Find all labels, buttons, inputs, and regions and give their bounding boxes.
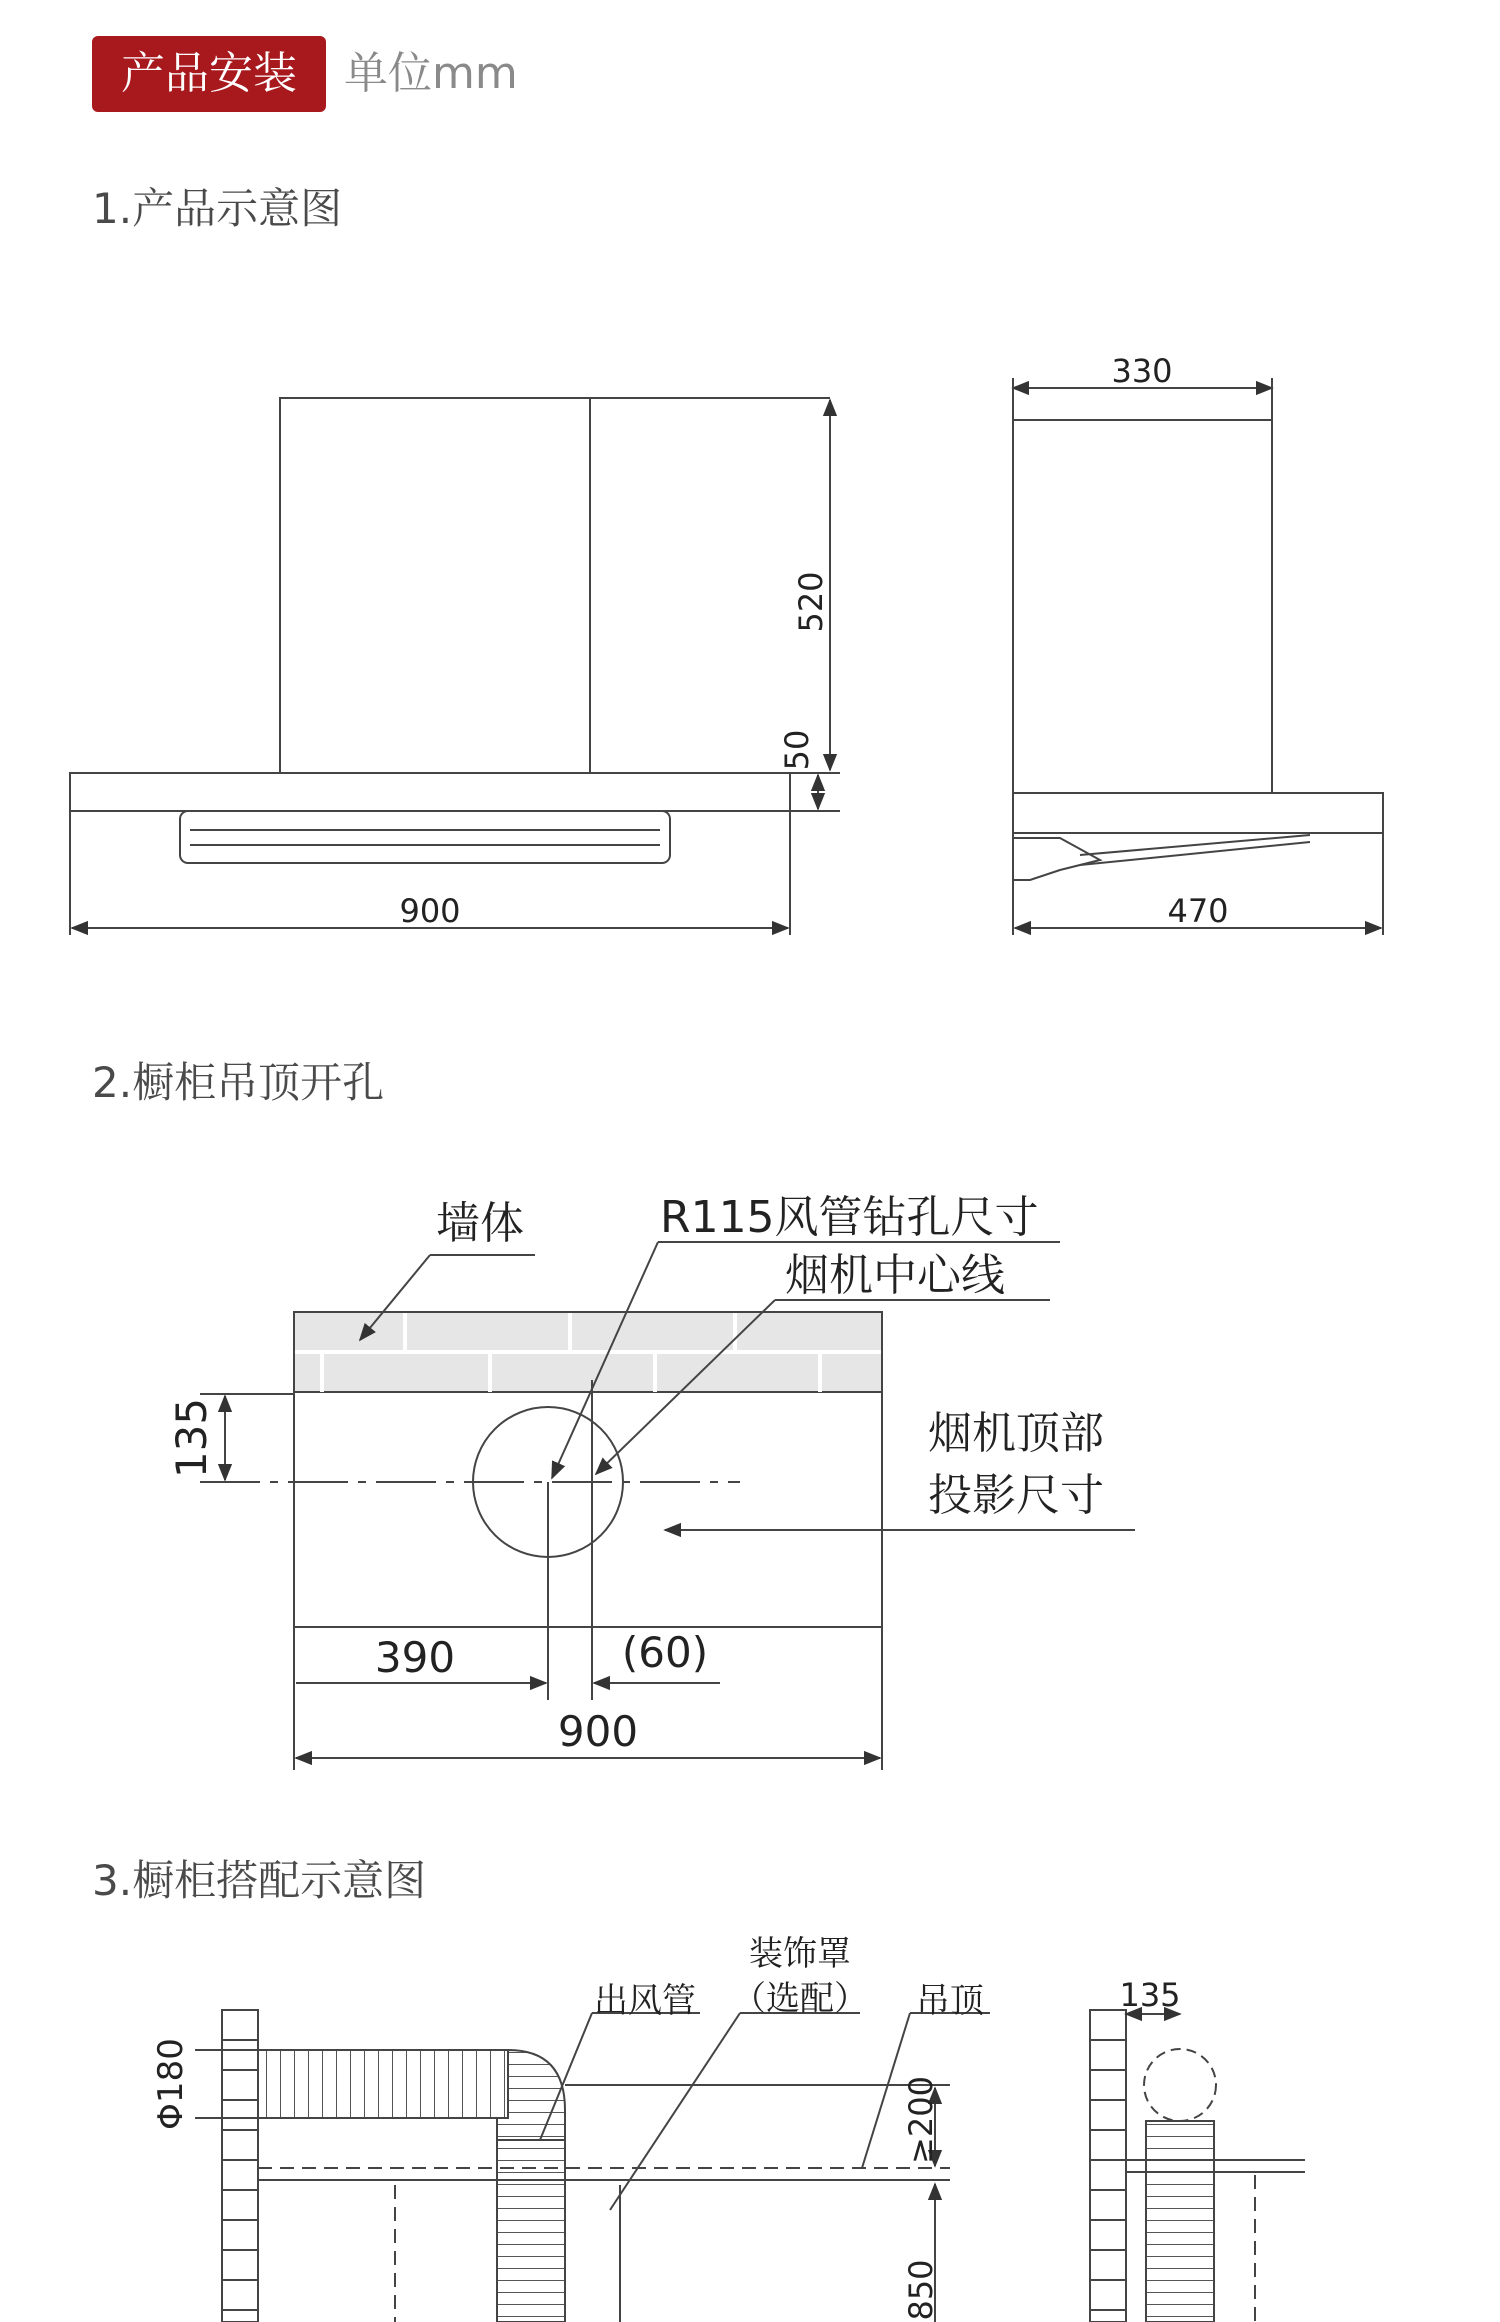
hood-panel	[70, 773, 790, 811]
dim-900-text: 900	[399, 892, 461, 930]
dim-470-text: 470	[1167, 892, 1229, 930]
hole-label: R115风管钻孔尺寸	[660, 1192, 1039, 1243]
projection-label-2: 投影尺寸	[928, 1470, 1104, 1521]
section-badge: 产品安装	[92, 36, 326, 112]
dim-850-text: 850	[902, 2259, 940, 2321]
filter-box	[180, 811, 670, 863]
duct-horizontal	[258, 2050, 508, 2118]
cover-label-1: 装饰罩	[749, 1934, 851, 1974]
dim-135-right-text: 135	[1119, 1976, 1181, 2014]
dim-520-text: 520	[792, 571, 830, 633]
dim-135-text: 135	[167, 1397, 216, 1479]
dim-330-text: 330	[1111, 352, 1173, 390]
chimney-side	[1013, 420, 1272, 793]
duct-section	[1144, 2049, 1216, 2121]
bracket	[1013, 838, 1100, 880]
dim-390-text: 390	[374, 1633, 456, 1682]
dim-900b-text: 900	[557, 1707, 639, 1756]
panel-side	[1013, 793, 1383, 833]
centerline-label: 烟机中心线	[785, 1250, 1005, 1301]
product-front-view	[70, 398, 840, 935]
dim-200-text: ≥200	[902, 2076, 940, 2164]
unit-label: 单位mm	[344, 48, 518, 99]
cover-label-2: （选配）	[732, 1979, 868, 2019]
brick-wall-left	[222, 2010, 258, 2322]
section-title-3: 3.橱柜搭配示意图	[92, 1856, 427, 1905]
brick-wall-right	[1090, 2010, 1126, 2322]
dim-60-text: (60)	[621, 1628, 709, 1677]
duct-label: 出风管	[594, 1981, 696, 2021]
projection-label-1: 烟机顶部	[928, 1408, 1104, 1459]
dim-50-text: 50	[778, 729, 816, 771]
dia-180-text: Φ180	[151, 2038, 191, 2130]
ceiling-label: 吊顶	[916, 1981, 984, 2021]
duct-vertical-right	[1146, 2121, 1214, 2322]
section-title-2: 2.橱柜吊顶开孔	[92, 1058, 385, 1107]
cabinet-matching-diagram	[195, 2010, 1305, 2322]
chimney-body	[280, 398, 590, 773]
wall-label: 墙体	[436, 1198, 524, 1249]
product-side-view	[1013, 378, 1383, 935]
section-title-1: 1.产品示意图	[92, 184, 343, 233]
